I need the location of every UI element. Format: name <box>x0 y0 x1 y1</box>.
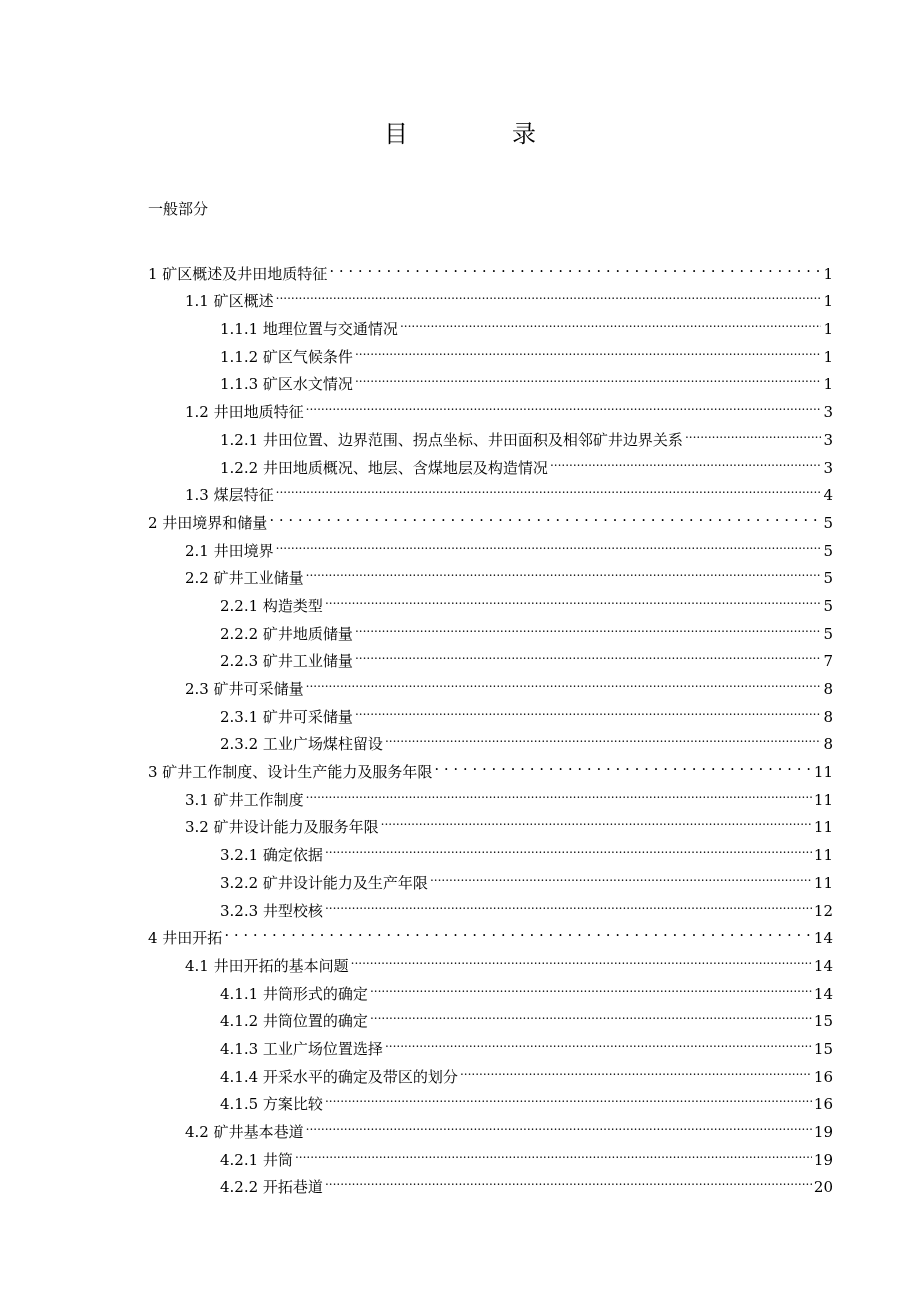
toc-dot-leader <box>400 306 822 334</box>
toc-entry[interactable] <box>148 251 833 283</box>
toc-page-number: 8 <box>823 735 833 754</box>
toc-page-number: 16 <box>813 1095 833 1114</box>
toc-dot-leader <box>355 639 822 667</box>
toc-entry[interactable] <box>148 916 833 948</box>
toc-entry-title: 2.2.2 矿井地质储量 <box>220 624 353 643</box>
toc-entry-title: 4.1.3 工业广场位置选择 <box>220 1039 383 1058</box>
toc-dot-leader <box>325 1165 812 1193</box>
toc-entry[interactable] <box>220 362 833 394</box>
toc-dot-leader <box>325 832 812 860</box>
toc-entry[interactable] <box>185 805 833 837</box>
toc-page-number: 15 <box>813 1012 833 1031</box>
toc-dot-leader <box>430 860 812 888</box>
toc-page-number: 15 <box>813 1039 833 1058</box>
section-label: 一般部分 <box>148 200 209 218</box>
toc-dot-leader <box>355 694 822 722</box>
toc-entry[interactable] <box>220 306 833 339</box>
toc-entry-title: 4.2.1 井筒 <box>220 1150 293 1169</box>
toc-entry[interactable] <box>185 389 833 422</box>
toc-page-number: 5 <box>823 569 833 588</box>
toc-entry[interactable] <box>185 666 833 698</box>
toc-page-number: 1 <box>823 292 833 311</box>
toc-entry-title: 4.1.4 开采水平的确定及带区的划分 <box>220 1067 458 1086</box>
toc-page-number: 11 <box>813 846 833 865</box>
toc-entry-title: 4.2.2 开拓巷道 <box>220 1178 323 1197</box>
toc-page-number: 16 <box>813 1067 833 1086</box>
toc-dot-leader <box>276 279 822 307</box>
toc-page-number: 3 <box>823 458 833 477</box>
toc-dot-leader <box>685 417 822 445</box>
toc-page-number: 5 <box>823 541 833 560</box>
toc-entry-title: 2.2 矿井工业储量 <box>185 569 304 588</box>
toc-entry-title: 4.1 井田开拓的基本问题 <box>185 956 349 975</box>
toc-entry[interactable] <box>220 1082 833 1114</box>
toc-entry-title: 4 井田开拓 <box>148 929 223 948</box>
toc-entry[interactable] <box>220 583 833 615</box>
toc-dot-leader <box>306 1109 812 1137</box>
toc-entry-title: 3.2.3 井型校核 <box>220 901 323 920</box>
toc-entry-title: 4.1.5 方案比较 <box>220 1095 323 1114</box>
toc-entry[interactable] <box>220 971 833 1003</box>
toc-page-number: 19 <box>813 1150 833 1169</box>
toc-page-number: 12 <box>813 901 833 920</box>
toc-entry[interactable] <box>185 556 833 588</box>
toc-entry[interactable] <box>220 1137 833 1169</box>
toc-page-number: 1 <box>823 375 833 394</box>
toc-entry-title: 1.2.1 井田位置、边界范围、拐点坐标、井田面积及相邻矿井边界关系 <box>220 430 683 449</box>
toc-page-number: 14 <box>813 956 833 975</box>
toc-entry-title: 3.2 矿井设计能力及服务年限 <box>185 818 379 837</box>
toc-entry-title: 2.3.2 工业广场煤柱留设 <box>220 735 383 754</box>
toc-entry-title: 2 井田境界和储量 <box>148 513 268 532</box>
toc-entry[interactable] <box>148 749 833 782</box>
toc-entry[interactable] <box>220 1165 833 1197</box>
toc-entry-title: 4.1.1 井筒形式的确定 <box>220 984 368 1003</box>
toc-entry[interactable] <box>185 528 833 560</box>
toc-entry[interactable] <box>220 417 833 449</box>
toc-page-number: 11 <box>813 763 833 782</box>
toc-page-number: 11 <box>813 873 833 892</box>
toc-entry[interactable] <box>185 777 833 809</box>
toc-entry[interactable] <box>220 1054 833 1086</box>
toc-entry[interactable] <box>220 611 833 643</box>
toc-entry[interactable] <box>220 999 833 1031</box>
toc-entry-title: 4.2 矿井基本巷道 <box>185 1123 304 1141</box>
toc-entry[interactable] <box>220 888 833 920</box>
toc-page-number: 1 <box>823 264 833 283</box>
toc-entry-title: 1.1.1 地理位置与交通情况 <box>220 320 398 339</box>
toc-entry-title: 2.3.1 矿井可采储量 <box>220 707 353 726</box>
toc-page-number: 11 <box>813 818 833 837</box>
toc-entry[interactable] <box>185 943 833 975</box>
toc-entry[interactable] <box>185 279 833 311</box>
toc-entry[interactable] <box>185 473 833 505</box>
toc-entry-title: 1.1.2 矿区气候条件 <box>220 347 353 366</box>
toc-dot-leader <box>295 1137 812 1165</box>
toc-dot-leader <box>325 888 812 916</box>
toc-entry[interactable] <box>185 1109 833 1141</box>
toc-page-number: 14 <box>813 984 833 1003</box>
toc-page-number: 5 <box>823 596 833 615</box>
toc-dot-leader <box>276 528 822 556</box>
toc-dot-leader <box>325 1082 812 1110</box>
toc-entry-title: 4.1.2 井筒位置的确定 <box>220 1012 368 1031</box>
toc-page-number: 11 <box>813 790 833 809</box>
toc-dot-leader <box>355 362 822 390</box>
toc-entry-title: 1.1 矿区概述 <box>185 292 274 311</box>
toc-entry[interactable] <box>220 694 833 726</box>
toc-dot-leader <box>434 749 812 777</box>
toc-dot-leader <box>370 999 812 1027</box>
toc-dot-leader <box>325 583 822 611</box>
toc-page-number: 8 <box>823 680 833 698</box>
toc-dot-leader <box>269 500 821 528</box>
toc-page-number: 1 <box>823 347 833 366</box>
toc-page-number: 8 <box>823 707 833 726</box>
toc-page-number: 7 <box>823 652 833 671</box>
toc-dot-leader <box>550 445 822 473</box>
toc-entry-title: 1.1.3 矿区水文情况 <box>220 375 353 394</box>
toc-dot-leader <box>370 971 812 999</box>
toc-entry-title: 1.3 煤层特征 <box>185 486 274 505</box>
toc-dot-leader <box>385 1026 812 1054</box>
toc-entry-title: 3.1 矿井工作制度 <box>185 790 304 809</box>
toc-dot-leader <box>355 334 822 362</box>
toc-entry-title: 3.2.2 矿井设计能力及生产年限 <box>220 873 428 892</box>
toc-entry-title: 2.2.3 矿井工业储量 <box>220 652 353 671</box>
toc-page-number: 4 <box>823 486 833 505</box>
toc-dot-leader <box>351 943 812 971</box>
table-of-contents <box>0 251 920 1197</box>
toc-entry-title: 2.3 矿井可采储量 <box>185 680 304 698</box>
toc-dot-leader <box>306 666 822 694</box>
toc-entry[interactable] <box>220 832 833 865</box>
toc-dot-leader <box>329 251 821 279</box>
toc-dot-leader <box>306 777 812 805</box>
toc-page-number: 19 <box>813 1123 833 1141</box>
toc-entry[interactable] <box>148 500 833 532</box>
toc-dot-leader <box>276 473 822 501</box>
toc-page-number: 14 <box>813 929 833 948</box>
toc-entry-title: 1.2 井田地质特征 <box>185 403 304 422</box>
toc-page-number: 5 <box>823 624 833 643</box>
toc-entry[interactable] <box>220 445 833 477</box>
toc-dot-leader <box>460 1054 812 1082</box>
toc-page-number: 5 <box>823 513 833 532</box>
toc-entry-title: 3 矿井工作制度、设计生产能力及服务年限 <box>148 763 433 782</box>
toc-entry[interactable] <box>220 639 833 671</box>
toc-entry[interactable] <box>220 1026 833 1058</box>
toc-entry[interactable] <box>220 722 833 754</box>
toc-dot-leader <box>381 805 812 833</box>
toc-page-number: 20 <box>813 1178 833 1197</box>
toc-entry[interactable] <box>220 860 833 892</box>
toc-entry-title: 1.2.2 井田地质概况、地层、含煤地层及构造情况 <box>220 458 548 477</box>
toc-dot-leader <box>355 611 822 639</box>
toc-page-number: 3 <box>823 403 833 422</box>
toc-entry-title: 3.2.1 确定依据 <box>220 846 323 865</box>
toc-dot-leader <box>224 916 812 944</box>
toc-entry-title: 1 矿区概述及井田地质特征 <box>148 264 328 283</box>
toc-entry-title: 2.1 井田境界 <box>185 541 274 560</box>
toc-page-number: 3 <box>823 430 833 449</box>
toc-entry-title: 2.2.1 构造类型 <box>220 596 323 615</box>
toc-page-number: 1 <box>823 320 833 339</box>
toc-dot-leader <box>385 722 822 750</box>
toc-dot-leader <box>306 389 822 417</box>
document-title: 目 录 <box>384 120 576 148</box>
toc-dot-leader <box>306 556 822 584</box>
toc-entry[interactable] <box>220 334 833 366</box>
